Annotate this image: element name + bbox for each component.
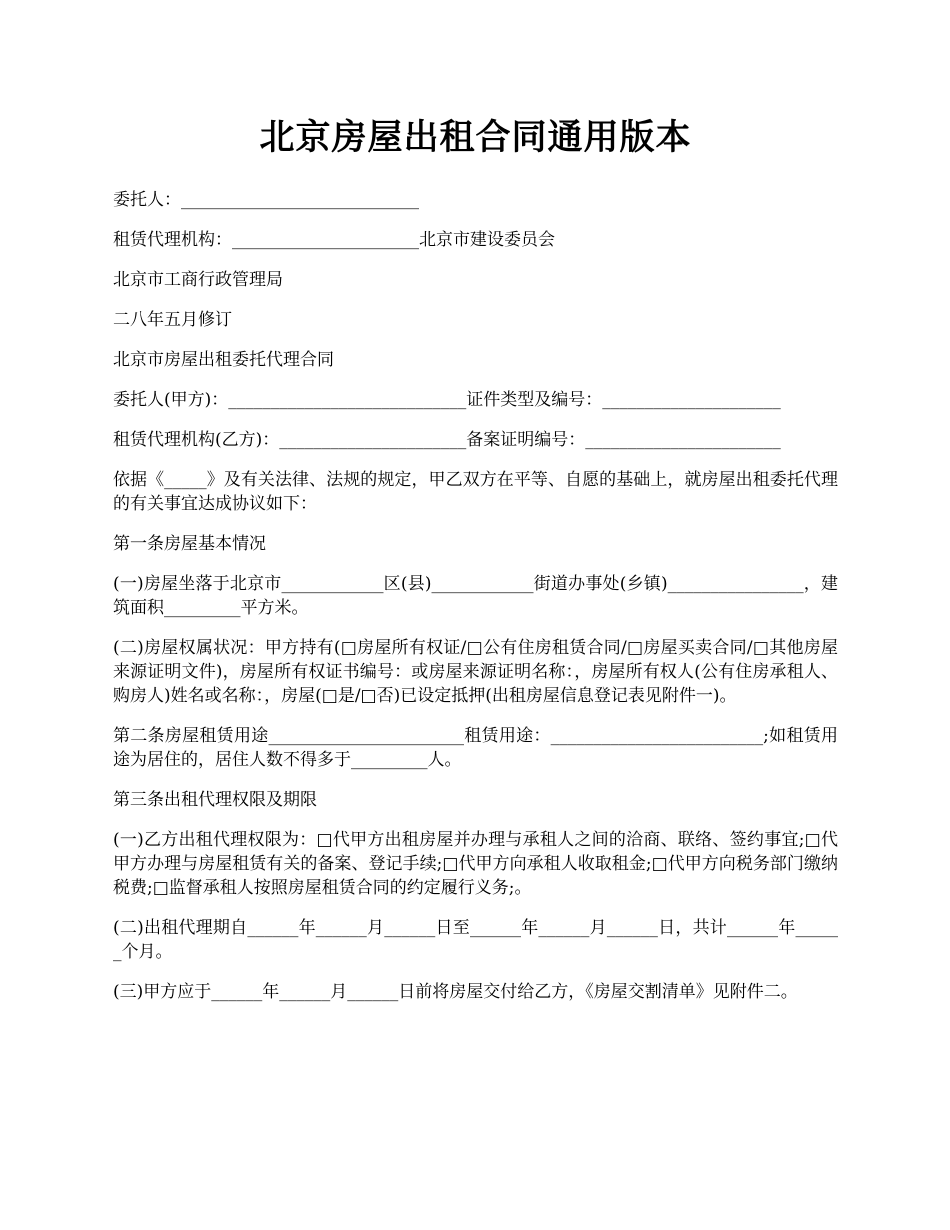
paragraph-article-2: 第二条房屋租赁用途_______________________租赁用途：_________________________;如租赁用途为居住的，居住人数不得多于_________人。 bbox=[113, 726, 838, 770]
paragraph-preamble: 依据《_____》及有关法律、法规的规定，甲乙双方在平等、自愿的基础上，就房屋出租委托代理的有关事宜达成协议如下： bbox=[113, 470, 838, 514]
paragraph-article-3-delivery: (三)甲方应于______年______月______日前将房屋交付给乙方，《房屋交割清单》见附件二。 bbox=[113, 982, 798, 1002]
paragraph-revision: 二八年五月修订 bbox=[113, 310, 232, 330]
paragraph-agency: 租赁代理机构：______________________北京市建设委员会 bbox=[113, 230, 555, 250]
paragraph-article-1-location: (一)房屋坐落于北京市____________区(县)____________街道办事处(乡镇)________________，建筑面积_________平方米。 bbox=[113, 574, 838, 618]
paragraph-article-1-ownership: (二)房屋权属状况：甲方持有(□房屋所有权证/□公有住房租赁合同/□房屋买卖合同/□其他房屋来源证明文件)，房屋所有权证书编号：或房屋来源证明名称：，房屋所有权人(公有住房承租人、购房人)姓名或名称：，房屋(□是/□否)已设定抵押(出租房屋信息登记表见附件一)。 bbox=[113, 638, 838, 706]
heading-article-1: 第一条房屋基本情况 bbox=[113, 534, 266, 554]
paragraph-principal: 委托人：____________________________ bbox=[113, 190, 419, 210]
document-page bbox=[113, 110, 838, 1020]
paragraph-contract-name: 北京市房屋出租委托代理合同 bbox=[113, 350, 334, 370]
heading-article-3: 第三条出租代理权限及期限 bbox=[113, 790, 317, 810]
paragraph-article-3-period: (二)出租代理期自______年______月______日至______年______月______日，共计______年______个月。 bbox=[113, 918, 838, 962]
paragraph-bureau: 北京市工商行政管理局 bbox=[113, 270, 283, 290]
paragraph-party-b: 租赁代理机构(乙方)：______________________备案证明编号：_______________________ bbox=[113, 430, 781, 450]
paragraph-article-3-authority: (一)乙方出租代理权限为：□代甲方出租房屋并办理与承租人之间的洽商、联络、签约事宜;□代甲方办理与房屋租赁有关的备案、登记手续;□代甲方向承租人收取租金;□代甲方向税务部门缴纳税费;□监督承租人按照房屋租赁合同的约定履行义务;。 bbox=[113, 830, 838, 898]
paragraph-party-a: 委托人(甲方)：____________________________证件类型及编号：_____________________ bbox=[113, 390, 781, 410]
document-title: 北京房屋出租合同通用版本 bbox=[259, 117, 692, 158]
